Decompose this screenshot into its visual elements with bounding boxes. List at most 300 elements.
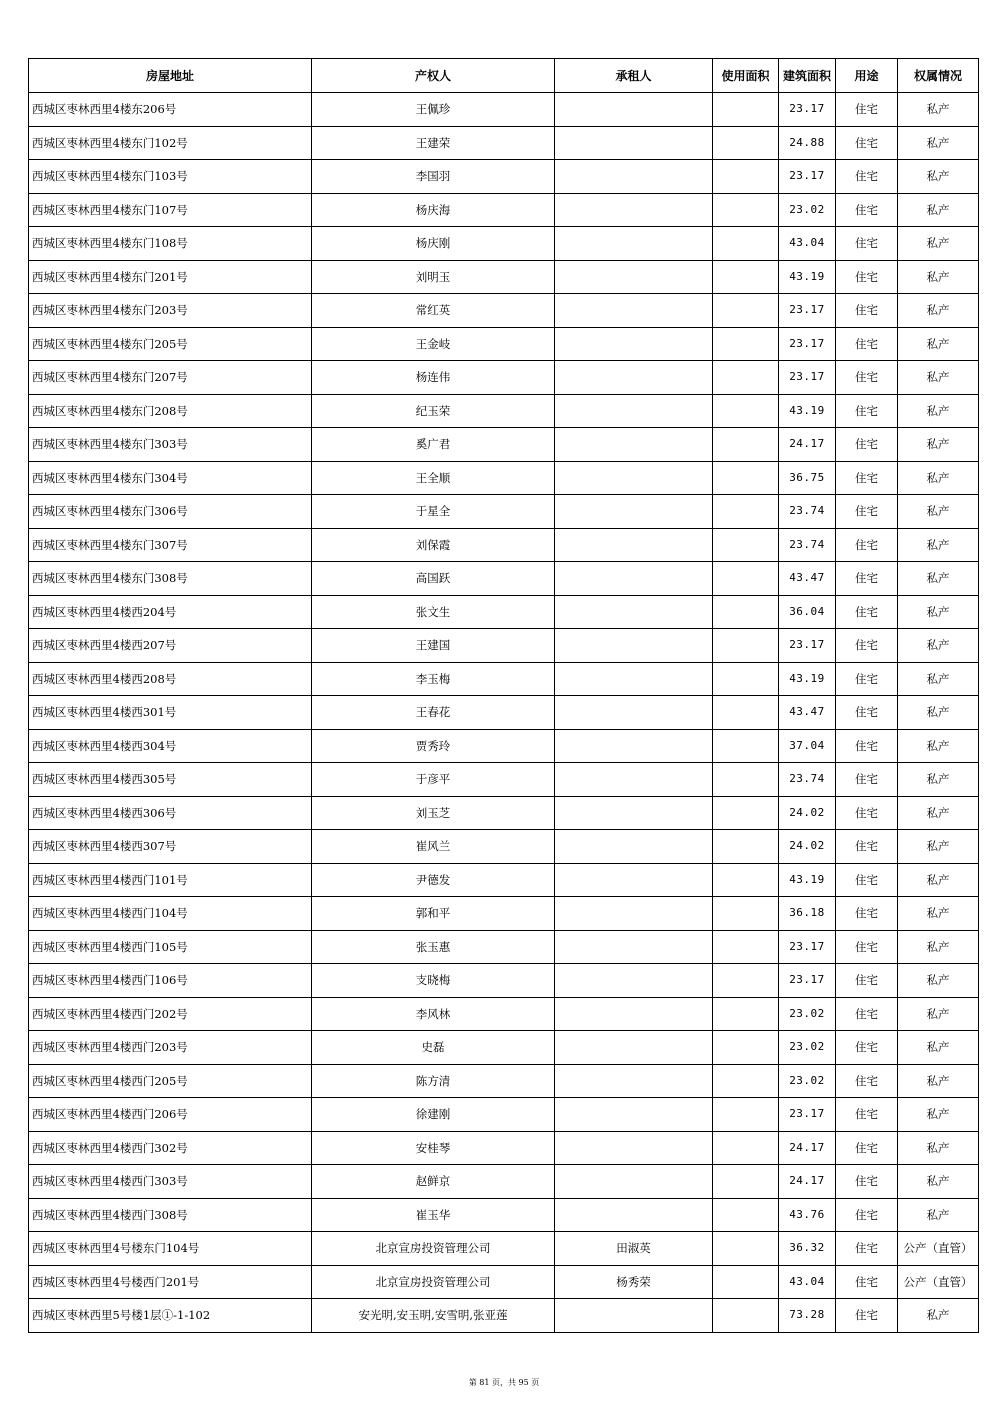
cell-tenant bbox=[555, 997, 713, 1031]
cell-address: 西城区枣林西里5号楼1层①-1-102 bbox=[29, 1299, 312, 1333]
cell-building-area: 43.47 bbox=[779, 696, 836, 730]
table-header-row bbox=[29, 59, 979, 93]
cell-owner: 李玉梅 bbox=[312, 662, 555, 696]
cell-building-area: 23.17 bbox=[779, 930, 836, 964]
cell-tenant bbox=[555, 93, 713, 127]
cell-building-area: 43.19 bbox=[779, 863, 836, 897]
cell-usage: 住宅 bbox=[836, 1198, 898, 1232]
cell-tenant bbox=[555, 193, 713, 227]
cell-building-area: 37.04 bbox=[779, 729, 836, 763]
header-address: 房屋地址 bbox=[29, 59, 312, 93]
table-row bbox=[29, 193, 979, 227]
cell-ownership: 公产（直管） bbox=[898, 1232, 979, 1266]
cell-building-area: 73.28 bbox=[779, 1299, 836, 1333]
table-row bbox=[29, 796, 979, 830]
cell-usable-area bbox=[713, 193, 779, 227]
cell-owner: 贾秀玲 bbox=[312, 729, 555, 763]
cell-building-area: 23.17 bbox=[779, 1098, 836, 1132]
table-row bbox=[29, 327, 979, 361]
cell-usable-area bbox=[713, 696, 779, 730]
cell-ownership: 私产 bbox=[898, 227, 979, 261]
cell-usage: 住宅 bbox=[836, 227, 898, 261]
header-building-area: 建筑面积 bbox=[779, 59, 836, 93]
cell-address: 西城区枣林西里4楼东门306号 bbox=[29, 495, 312, 529]
cell-tenant: 田淑英 bbox=[555, 1232, 713, 1266]
cell-ownership: 私产 bbox=[898, 830, 979, 864]
cell-usable-area bbox=[713, 461, 779, 495]
cell-tenant bbox=[555, 1031, 713, 1065]
cell-usage: 住宅 bbox=[836, 394, 898, 428]
cell-ownership: 私产 bbox=[898, 729, 979, 763]
cell-usable-area bbox=[713, 1165, 779, 1199]
page-footer: 第 81 页，共 95 页 bbox=[468, 1378, 540, 1387]
cell-usage: 住宅 bbox=[836, 930, 898, 964]
table-row bbox=[29, 528, 979, 562]
cell-tenant bbox=[555, 763, 713, 797]
cell-address: 西城区枣林西里4楼西207号 bbox=[29, 629, 312, 663]
cell-usable-area bbox=[713, 1064, 779, 1098]
cell-ownership: 私产 bbox=[898, 193, 979, 227]
cell-usage: 住宅 bbox=[836, 997, 898, 1031]
table-row bbox=[29, 394, 979, 428]
cell-usable-area bbox=[713, 126, 779, 160]
cell-usable-area bbox=[713, 1031, 779, 1065]
cell-usable-area bbox=[713, 1299, 779, 1333]
cell-usable-area bbox=[713, 1265, 779, 1299]
table-row bbox=[29, 1299, 979, 1333]
cell-address: 西城区枣林西里4楼东门308号 bbox=[29, 562, 312, 596]
cell-owner: 王建荣 bbox=[312, 126, 555, 160]
cell-owner: 李风林 bbox=[312, 997, 555, 1031]
table-row bbox=[29, 495, 979, 529]
cell-address: 西城区枣林西里4楼西门105号 bbox=[29, 930, 312, 964]
cell-tenant bbox=[555, 930, 713, 964]
cell-usage: 住宅 bbox=[836, 562, 898, 596]
cell-owner: 高国跃 bbox=[312, 562, 555, 596]
table-row bbox=[29, 1165, 979, 1199]
cell-usage: 住宅 bbox=[836, 863, 898, 897]
cell-usable-area bbox=[713, 1131, 779, 1165]
table-row bbox=[29, 1131, 979, 1165]
table-row bbox=[29, 830, 979, 864]
cell-address: 西城区枣林西里4楼西门101号 bbox=[29, 863, 312, 897]
cell-owner: 史磊 bbox=[312, 1031, 555, 1065]
cell-ownership: 私产 bbox=[898, 763, 979, 797]
cell-usage: 住宅 bbox=[836, 763, 898, 797]
cell-address: 西城区枣林西里4楼西门205号 bbox=[29, 1064, 312, 1098]
cell-address: 西城区枣林西里4楼东门208号 bbox=[29, 394, 312, 428]
cell-building-area: 23.17 bbox=[779, 93, 836, 127]
cell-usable-area bbox=[713, 227, 779, 261]
cell-owner: 安光明,安玉明,安雪明,张亚莲 bbox=[312, 1299, 555, 1333]
header-tenant: 承租人 bbox=[555, 59, 713, 93]
cell-building-area: 24.02 bbox=[779, 796, 836, 830]
cell-usable-area bbox=[713, 830, 779, 864]
cell-tenant bbox=[555, 662, 713, 696]
cell-ownership: 私产 bbox=[898, 930, 979, 964]
cell-tenant bbox=[555, 1165, 713, 1199]
cell-usage: 住宅 bbox=[836, 495, 898, 529]
table-row bbox=[29, 1031, 979, 1065]
cell-building-area: 23.74 bbox=[779, 495, 836, 529]
cell-usable-area bbox=[713, 327, 779, 361]
cell-tenant bbox=[555, 495, 713, 529]
cell-building-area: 43.19 bbox=[779, 394, 836, 428]
cell-tenant bbox=[555, 1098, 713, 1132]
cell-tenant bbox=[555, 562, 713, 596]
cell-owner: 刘玉芝 bbox=[312, 796, 555, 830]
cell-usable-area bbox=[713, 294, 779, 328]
table-row bbox=[29, 729, 979, 763]
cell-usable-area bbox=[713, 964, 779, 998]
cell-usable-area bbox=[713, 260, 779, 294]
cell-usage: 住宅 bbox=[836, 1299, 898, 1333]
cell-usable-area bbox=[713, 1198, 779, 1232]
table-row bbox=[29, 696, 979, 730]
cell-owner: 尹德发 bbox=[312, 863, 555, 897]
cell-ownership: 私产 bbox=[898, 897, 979, 931]
cell-owner: 王建国 bbox=[312, 629, 555, 663]
table-row bbox=[29, 126, 979, 160]
cell-usage: 住宅 bbox=[836, 193, 898, 227]
cell-address: 西城区枣林西里4楼东门201号 bbox=[29, 260, 312, 294]
cell-owner: 张文生 bbox=[312, 595, 555, 629]
cell-ownership: 公产（直管） bbox=[898, 1265, 979, 1299]
cell-tenant: 杨秀荣 bbox=[555, 1265, 713, 1299]
cell-address: 西城区枣林西里4楼西208号 bbox=[29, 662, 312, 696]
table-row bbox=[29, 260, 979, 294]
cell-usage: 住宅 bbox=[836, 595, 898, 629]
cell-building-area: 23.17 bbox=[779, 629, 836, 663]
cell-tenant bbox=[555, 1064, 713, 1098]
cell-building-area: 23.17 bbox=[779, 160, 836, 194]
cell-ownership: 私产 bbox=[898, 662, 979, 696]
cell-ownership: 私产 bbox=[898, 562, 979, 596]
cell-tenant bbox=[555, 428, 713, 462]
cell-ownership: 私产 bbox=[898, 696, 979, 730]
cell-usable-area bbox=[713, 629, 779, 663]
cell-usable-area bbox=[713, 428, 779, 462]
cell-building-area: 24.17 bbox=[779, 428, 836, 462]
cell-usage: 住宅 bbox=[836, 729, 898, 763]
cell-address: 西城区枣林西里4楼西301号 bbox=[29, 696, 312, 730]
cell-tenant bbox=[555, 1131, 713, 1165]
table-row bbox=[29, 562, 979, 596]
table-body bbox=[29, 93, 979, 1333]
cell-tenant bbox=[555, 1299, 713, 1333]
cell-ownership: 私产 bbox=[898, 461, 979, 495]
cell-usable-area bbox=[713, 361, 779, 395]
cell-ownership: 私产 bbox=[898, 93, 979, 127]
table-row bbox=[29, 1232, 979, 1266]
cell-tenant bbox=[555, 227, 713, 261]
cell-usable-area bbox=[713, 763, 779, 797]
cell-building-area: 43.47 bbox=[779, 562, 836, 596]
cell-address: 西城区枣林西里4楼东门108号 bbox=[29, 227, 312, 261]
cell-owner: 杨庆海 bbox=[312, 193, 555, 227]
property-table bbox=[28, 58, 979, 1333]
cell-usable-area bbox=[713, 729, 779, 763]
cell-usable-area bbox=[713, 1232, 779, 1266]
cell-usable-area bbox=[713, 93, 779, 127]
cell-owner: 于彦平 bbox=[312, 763, 555, 797]
cell-ownership: 私产 bbox=[898, 1064, 979, 1098]
cell-usable-area bbox=[713, 662, 779, 696]
cell-owner: 李国羽 bbox=[312, 160, 555, 194]
cell-building-area: 43.76 bbox=[779, 1198, 836, 1232]
cell-usable-area bbox=[713, 160, 779, 194]
cell-ownership: 私产 bbox=[898, 495, 979, 529]
cell-building-area: 24.88 bbox=[779, 126, 836, 160]
cell-ownership: 私产 bbox=[898, 1131, 979, 1165]
cell-usable-area bbox=[713, 930, 779, 964]
table-row bbox=[29, 294, 979, 328]
cell-tenant bbox=[555, 729, 713, 763]
cell-ownership: 私产 bbox=[898, 997, 979, 1031]
cell-address: 西城区枣林西里4楼西门303号 bbox=[29, 1165, 312, 1199]
cell-ownership: 私产 bbox=[898, 1198, 979, 1232]
cell-usable-area bbox=[713, 495, 779, 529]
cell-tenant bbox=[555, 126, 713, 160]
table-row bbox=[29, 1265, 979, 1299]
cell-building-area: 43.04 bbox=[779, 1265, 836, 1299]
cell-owner: 徐建刚 bbox=[312, 1098, 555, 1132]
cell-tenant bbox=[555, 629, 713, 663]
cell-owner: 于星全 bbox=[312, 495, 555, 529]
cell-usage: 住宅 bbox=[836, 796, 898, 830]
cell-tenant bbox=[555, 863, 713, 897]
cell-building-area: 43.04 bbox=[779, 227, 836, 261]
table-row bbox=[29, 629, 979, 663]
cell-owner: 常红英 bbox=[312, 294, 555, 328]
cell-building-area: 24.02 bbox=[779, 830, 836, 864]
cell-tenant bbox=[555, 796, 713, 830]
cell-building-area: 36.04 bbox=[779, 595, 836, 629]
cell-tenant bbox=[555, 528, 713, 562]
header-usable-area: 使用面积 bbox=[713, 59, 779, 93]
cell-tenant bbox=[555, 394, 713, 428]
cell-ownership: 私产 bbox=[898, 361, 979, 395]
cell-owner: 赵鲜京 bbox=[312, 1165, 555, 1199]
cell-owner: 王春花 bbox=[312, 696, 555, 730]
table-row bbox=[29, 93, 979, 127]
cell-tenant bbox=[555, 327, 713, 361]
header-owner: 产权人 bbox=[312, 59, 555, 93]
cell-tenant bbox=[555, 830, 713, 864]
cell-building-area: 23.74 bbox=[779, 763, 836, 797]
cell-owner: 郭和平 bbox=[312, 897, 555, 931]
cell-owner: 北京宣房投资管理公司 bbox=[312, 1232, 555, 1266]
cell-usage: 住宅 bbox=[836, 160, 898, 194]
cell-usage: 住宅 bbox=[836, 696, 898, 730]
cell-address: 西城区枣林西里4楼西304号 bbox=[29, 729, 312, 763]
cell-usable-area bbox=[713, 562, 779, 596]
header-usage: 用途 bbox=[836, 59, 898, 93]
cell-usage: 住宅 bbox=[836, 260, 898, 294]
cell-owner: 杨连伟 bbox=[312, 361, 555, 395]
cell-usage: 住宅 bbox=[836, 1265, 898, 1299]
cell-address: 西城区枣林西里4楼西307号 bbox=[29, 830, 312, 864]
cell-owner: 陈方清 bbox=[312, 1064, 555, 1098]
cell-usage: 住宅 bbox=[836, 1031, 898, 1065]
cell-ownership: 私产 bbox=[898, 126, 979, 160]
cell-address: 西城区枣林西里4楼东门205号 bbox=[29, 327, 312, 361]
cell-usable-area bbox=[713, 528, 779, 562]
cell-tenant bbox=[555, 696, 713, 730]
cell-usage: 住宅 bbox=[836, 1098, 898, 1132]
cell-building-area: 24.17 bbox=[779, 1131, 836, 1165]
cell-usable-area bbox=[713, 997, 779, 1031]
cell-ownership: 私产 bbox=[898, 629, 979, 663]
cell-usable-area bbox=[713, 1098, 779, 1132]
cell-tenant bbox=[555, 361, 713, 395]
cell-ownership: 私产 bbox=[898, 1299, 979, 1333]
cell-tenant bbox=[555, 294, 713, 328]
cell-building-area: 23.02 bbox=[779, 1031, 836, 1065]
cell-ownership: 私产 bbox=[898, 1165, 979, 1199]
table-row bbox=[29, 595, 979, 629]
cell-address: 西城区枣林西里4楼西门308号 bbox=[29, 1198, 312, 1232]
cell-usage: 住宅 bbox=[836, 327, 898, 361]
cell-ownership: 私产 bbox=[898, 1098, 979, 1132]
table-row bbox=[29, 428, 979, 462]
cell-usage: 住宅 bbox=[836, 528, 898, 562]
cell-address: 西城区枣林西里4楼西204号 bbox=[29, 595, 312, 629]
cell-usable-area bbox=[713, 796, 779, 830]
cell-ownership: 私产 bbox=[898, 294, 979, 328]
cell-usage: 住宅 bbox=[836, 662, 898, 696]
cell-building-area: 43.19 bbox=[779, 662, 836, 696]
cell-ownership: 私产 bbox=[898, 394, 979, 428]
table-row bbox=[29, 662, 979, 696]
cell-ownership: 私产 bbox=[898, 260, 979, 294]
cell-building-area: 36.75 bbox=[779, 461, 836, 495]
cell-usage: 住宅 bbox=[836, 294, 898, 328]
cell-tenant bbox=[555, 1198, 713, 1232]
cell-address: 西城区枣林西里4楼东206号 bbox=[29, 93, 312, 127]
cell-address: 西城区枣林西里4楼西门206号 bbox=[29, 1098, 312, 1132]
table-row bbox=[29, 897, 979, 931]
cell-usable-area bbox=[713, 394, 779, 428]
cell-ownership: 私产 bbox=[898, 1031, 979, 1065]
cell-address: 西城区枣林西里4楼西门203号 bbox=[29, 1031, 312, 1065]
cell-usage: 住宅 bbox=[836, 629, 898, 663]
cell-tenant bbox=[555, 897, 713, 931]
cell-ownership: 私产 bbox=[898, 796, 979, 830]
cell-owner: 支晓梅 bbox=[312, 964, 555, 998]
cell-usage: 住宅 bbox=[836, 1131, 898, 1165]
table-row bbox=[29, 361, 979, 395]
cell-usage: 住宅 bbox=[836, 361, 898, 395]
table-row bbox=[29, 1198, 979, 1232]
cell-owner: 刘明玉 bbox=[312, 260, 555, 294]
cell-building-area: 23.02 bbox=[779, 193, 836, 227]
table-row bbox=[29, 160, 979, 194]
table-row bbox=[29, 863, 979, 897]
cell-owner: 安桂琴 bbox=[312, 1131, 555, 1165]
cell-building-area: 36.32 bbox=[779, 1232, 836, 1266]
cell-owner: 刘保霞 bbox=[312, 528, 555, 562]
cell-building-area: 23.17 bbox=[779, 294, 836, 328]
cell-building-area: 23.74 bbox=[779, 528, 836, 562]
cell-address: 西城区枣林西里4楼东门303号 bbox=[29, 428, 312, 462]
cell-address: 西城区枣林西里4楼西门202号 bbox=[29, 997, 312, 1031]
cell-address: 西城区枣林西里4楼东门203号 bbox=[29, 294, 312, 328]
cell-owner: 纪玉荣 bbox=[312, 394, 555, 428]
cell-ownership: 私产 bbox=[898, 595, 979, 629]
cell-address: 西城区枣林西里4楼西门106号 bbox=[29, 964, 312, 998]
cell-usage: 住宅 bbox=[836, 964, 898, 998]
cell-building-area: 23.17 bbox=[779, 327, 836, 361]
cell-building-area: 23.02 bbox=[779, 1064, 836, 1098]
cell-tenant bbox=[555, 461, 713, 495]
table-row bbox=[29, 763, 979, 797]
cell-building-area: 23.17 bbox=[779, 964, 836, 998]
table-row bbox=[29, 997, 979, 1031]
cell-usage: 住宅 bbox=[836, 1064, 898, 1098]
cell-usage: 住宅 bbox=[836, 461, 898, 495]
cell-address: 西城区枣林西里4楼东门107号 bbox=[29, 193, 312, 227]
cell-building-area: 23.17 bbox=[779, 361, 836, 395]
cell-building-area: 24.17 bbox=[779, 1165, 836, 1199]
cell-ownership: 私产 bbox=[898, 863, 979, 897]
table-row bbox=[29, 1064, 979, 1098]
cell-usage: 住宅 bbox=[836, 126, 898, 160]
cell-ownership: 私产 bbox=[898, 428, 979, 462]
cell-address: 西城区枣林西里4楼东门103号 bbox=[29, 160, 312, 194]
cell-address: 西城区枣林西里4楼东门307号 bbox=[29, 528, 312, 562]
cell-owner: 崔玉华 bbox=[312, 1198, 555, 1232]
cell-tenant bbox=[555, 160, 713, 194]
cell-usable-area bbox=[713, 897, 779, 931]
cell-usage: 住宅 bbox=[836, 428, 898, 462]
header-ownership: 权属情况 bbox=[898, 59, 979, 93]
cell-ownership: 私产 bbox=[898, 964, 979, 998]
cell-usage: 住宅 bbox=[836, 897, 898, 931]
cell-address: 西城区枣林西里4楼东门207号 bbox=[29, 361, 312, 395]
cell-usage: 住宅 bbox=[836, 1232, 898, 1266]
cell-owner: 王全顺 bbox=[312, 461, 555, 495]
cell-building-area: 43.19 bbox=[779, 260, 836, 294]
cell-owner: 奚广君 bbox=[312, 428, 555, 462]
cell-owner: 王佩珍 bbox=[312, 93, 555, 127]
cell-usage: 住宅 bbox=[836, 1165, 898, 1199]
cell-address: 西城区枣林西里4号楼西门201号 bbox=[29, 1265, 312, 1299]
cell-owner: 崔风兰 bbox=[312, 830, 555, 864]
cell-address: 西城区枣林西里4楼东门304号 bbox=[29, 461, 312, 495]
table-row bbox=[29, 461, 979, 495]
cell-address: 西城区枣林西里4楼西门302号 bbox=[29, 1131, 312, 1165]
cell-tenant bbox=[555, 964, 713, 998]
cell-building-area: 36.18 bbox=[779, 897, 836, 931]
cell-owner: 张玉惠 bbox=[312, 930, 555, 964]
cell-address: 西城区枣林西里4楼西305号 bbox=[29, 763, 312, 797]
cell-address: 西城区枣林西里4号楼东门104号 bbox=[29, 1232, 312, 1266]
cell-usable-area bbox=[713, 595, 779, 629]
cell-usable-area bbox=[713, 863, 779, 897]
cell-ownership: 私产 bbox=[898, 327, 979, 361]
cell-building-area: 23.02 bbox=[779, 997, 836, 1031]
cell-ownership: 私产 bbox=[898, 528, 979, 562]
cell-owner: 王金岐 bbox=[312, 327, 555, 361]
table-row bbox=[29, 964, 979, 998]
cell-ownership: 私产 bbox=[898, 160, 979, 194]
cell-address: 西城区枣林西里4楼西306号 bbox=[29, 796, 312, 830]
cell-owner: 杨庆刚 bbox=[312, 227, 555, 261]
cell-tenant bbox=[555, 260, 713, 294]
cell-address: 西城区枣林西里4楼西门104号 bbox=[29, 897, 312, 931]
table-row bbox=[29, 227, 979, 261]
